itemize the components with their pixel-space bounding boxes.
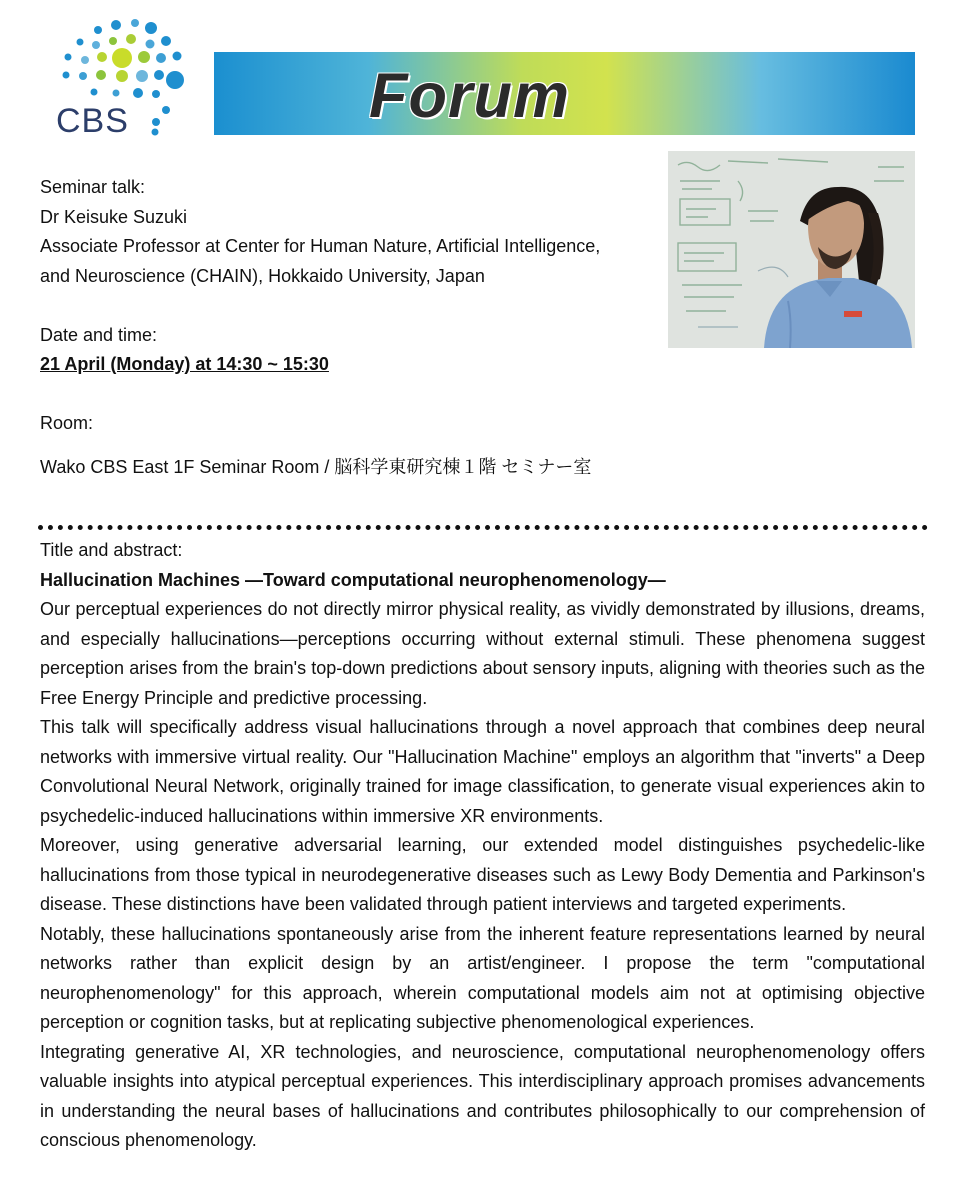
- section-divider: [38, 525, 928, 530]
- forum-banner: [214, 52, 915, 135]
- speaker-affiliation-line2: and Neuroscience (CHAIN), Hokkaido University, Japan: [40, 265, 485, 286]
- abstract-paragraph: Integrating generative AI, XR technologies, and neuroscience, computational neurophenomenology offers valuable insights into atypical perceptual experiences. This interdisciplinary approach promises advancements in understanding the neural bases of hallucinations and contributes philosophically to our comprehension of conscious phenomenology.: [40, 1041, 925, 1150]
- abstract-paragraph: This talk will specifically address visual hallucinations through a novel approach that combines deep neural networks with immersive virtual reality. Our "Hallucination Machine" employs an algorithm that "inverts" a Deep Convolutional Neural Network, originally trained for image classification, to generate visual experiences akin to psychedelic-induced hallucinations within immersive XR environments.: [40, 717, 925, 826]
- speaker-affiliation-line1: Associate Professor at Center for Human Nature, Artificial Intelligence,: [40, 236, 601, 256]
- logo-text: CBS: [56, 102, 129, 139]
- abstract-paragraph: Our perceptual experiences do not directly mirror physical reality, as vividly demonstrated by illusions, dreams, and especially hallucinations—perceptions occurring without external stimuli. These phenomena suggest perception arises from the brain's top-down predictions about sensory inputs, aligning with theories such as the Free Energy Principle and predictive processing.: [40, 599, 925, 708]
- room-value: Wako CBS East 1F Seminar Room / 脳科学東研究棟１階 セミナー室: [40, 456, 592, 477]
- seminar-info: [40, 173, 665, 482]
- abstract-section: [40, 536, 925, 1156]
- seminar-label: Seminar talk:: [40, 177, 146, 197]
- datetime-label: Date and time:: [40, 324, 158, 345]
- talk-title: Hallucination Machines —Toward computational neurophenomenology—: [40, 569, 666, 590]
- datetime-value: 21 April (Monday) at 14:30 ~ 15:30: [40, 354, 329, 374]
- abstract-paragraph: Moreover, using generative adversarial learning, our extended model distinguishes psychedelic-like hallucinations from those typical in neurodegenerative diseases such as Lewy Body Dementia and Parkinson's disease. These distinctions have been validated through patient interviews and targeted experiments.: [40, 835, 925, 914]
- speaker-name: Dr Keisuke Suzuki: [40, 206, 188, 227]
- banner-title: Forum: [369, 61, 570, 131]
- room-label: Room:: [40, 413, 94, 433]
- cbs-logo-mark: [38, 14, 198, 139]
- cbs-logo: [38, 14, 198, 139]
- speaker-portrait-image: [668, 151, 915, 348]
- abstract-label: Title and abstract:: [40, 540, 183, 560]
- speaker-photo: [668, 151, 915, 348]
- abstract-paragraph: Notably, these hallucinations spontaneously arise from the inherent feature representations learned by neural networks rather than explicit design by an artist/engineer. I propose the term "computational neurophenomenology" for this approach, wherein computational models aim not at optimising objective perception or cognition tasks, but at replicating subjective phenomenological experiences.: [40, 923, 925, 1032]
